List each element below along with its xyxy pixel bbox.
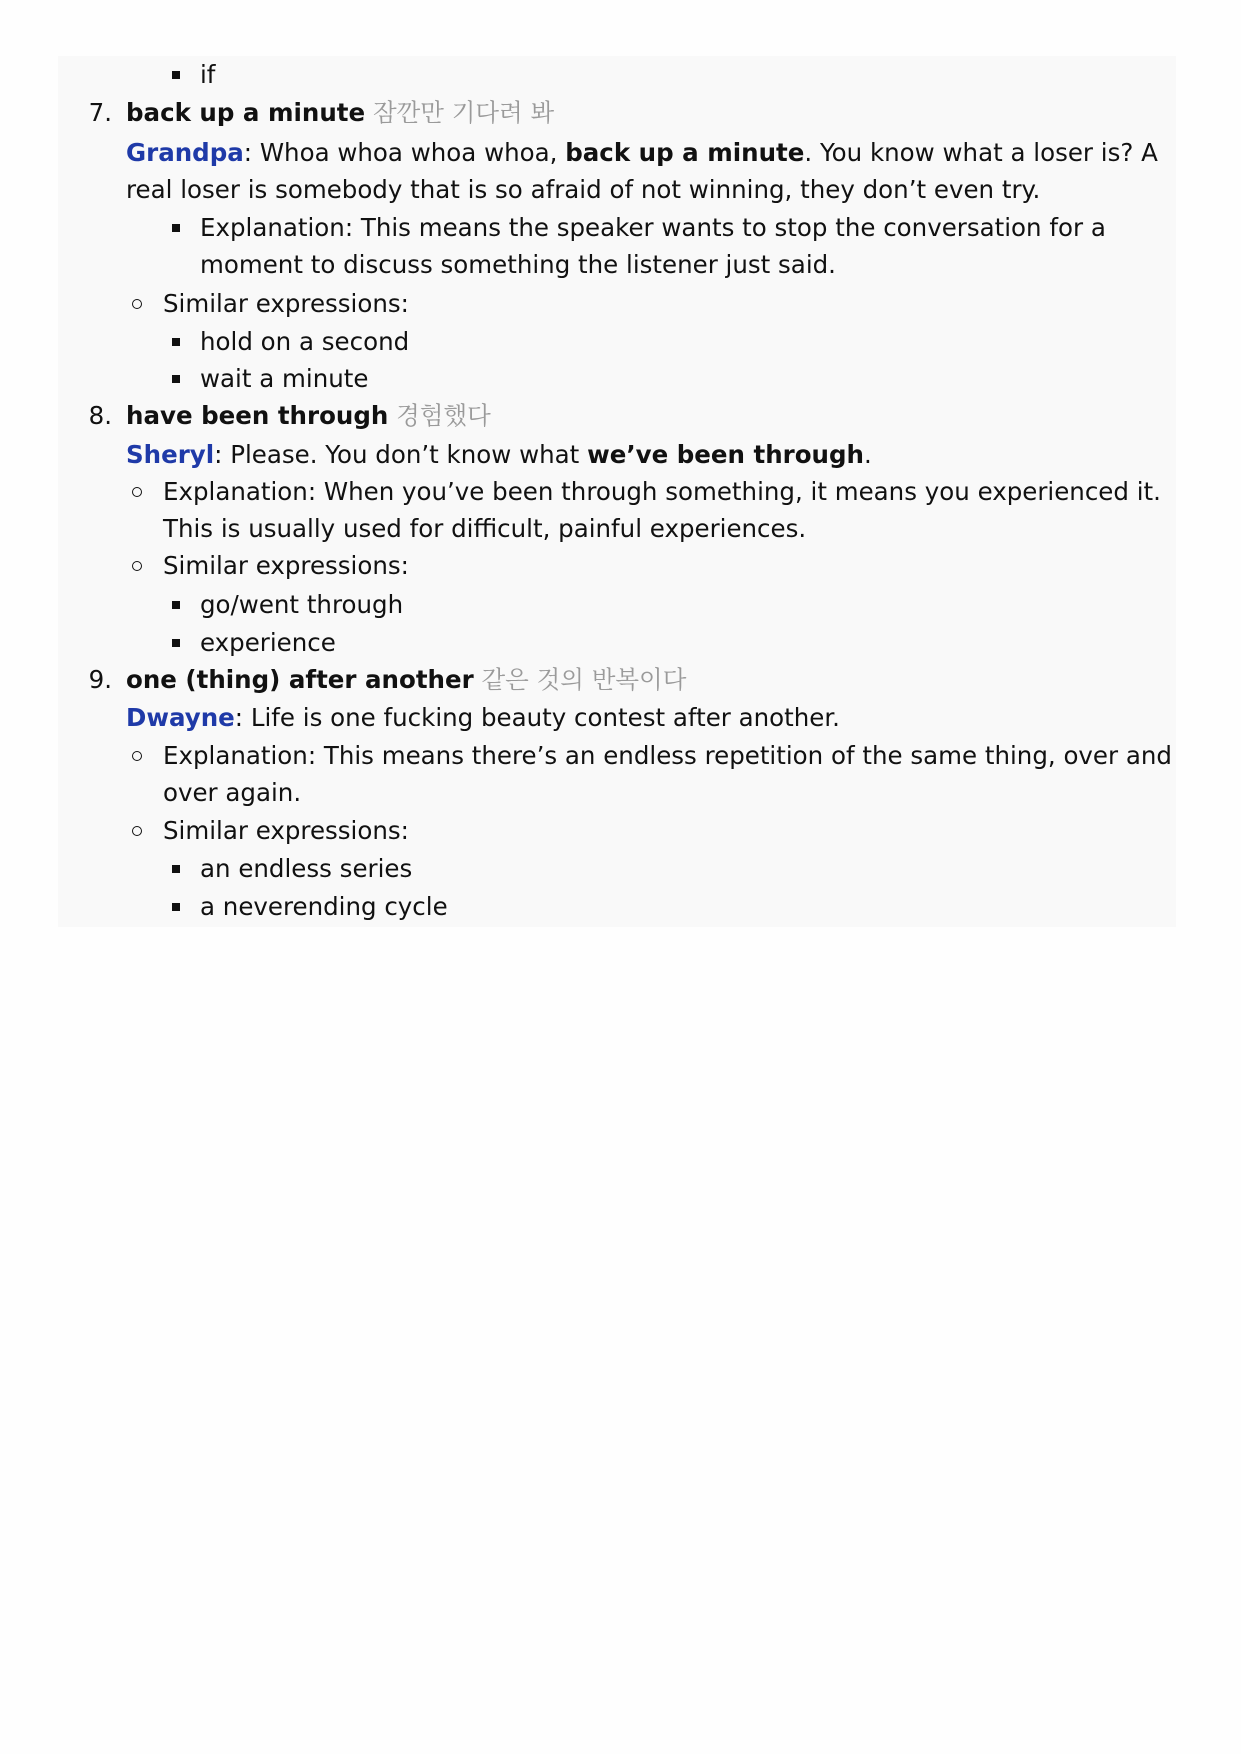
item-number: 9. [88,665,112,694]
korean-translation: 같은 것의 반복이다 [481,665,687,694]
square-bullet-icon [172,639,180,647]
square-bullet-icon [172,338,180,346]
square-bullet-icon [172,375,180,383]
circle-bullet-icon [132,299,142,309]
square-bullet-icon [172,224,180,232]
expression-term: back up a minute [126,98,366,127]
item-number: 7. [88,98,112,127]
circle-bullet-icon [132,561,142,571]
speaker-name: Sheryl [126,440,215,469]
speaker-name: Grandpa [126,138,244,167]
circle-bullet-icon [132,751,142,761]
circle-bullet-icon [132,487,142,497]
square-bullet-icon [172,601,180,609]
highlighted-expression: back up a minute [565,138,805,167]
speaker-name: Dwayne [126,703,235,732]
document-panel: if 7. back up a minute 잠깐만 기다려 봐 Grandpa: Whoa whoa whoa whoa, back up a minute. You know what a loser is? A real loser is somebody that is so afraid of not winning, they don’t even try. Explanation: This means the speaker wants to stop the conversation for a moment to discuss something the listener just said. Similar expressions: hold on a second wait a minute 8. have been through 경험했다 Sheryl: Please. You don’t know what we’ve been through. Explanation: When you’ve been through something, it means you experienced it. This is usually used for difficult, painful experiences. Similar expressions: go/went through experience 9. one (thing) after another 같은 것의 반복이다 Dwayne: Life is one fucking beauty contest after another. Explanation: This means there’s an endless repetition of the same thing, over and over again. Similar expressions: an endless series a neverending cycle [58,56,1176,927]
expression-term: have been through [126,401,389,430]
square-bullet-icon [172,903,180,911]
circle-bullet-icon [132,826,142,836]
korean-translation: 잠깐만 기다려 봐 [372,98,555,127]
highlighted-expression: we’ve been through [587,440,864,469]
square-bullet-icon [172,71,180,79]
expression-term: one (thing) after another [126,665,474,694]
item-number: 8. [88,401,112,430]
korean-translation: 경험했다 [396,401,491,430]
square-bullet-icon [172,865,180,873]
